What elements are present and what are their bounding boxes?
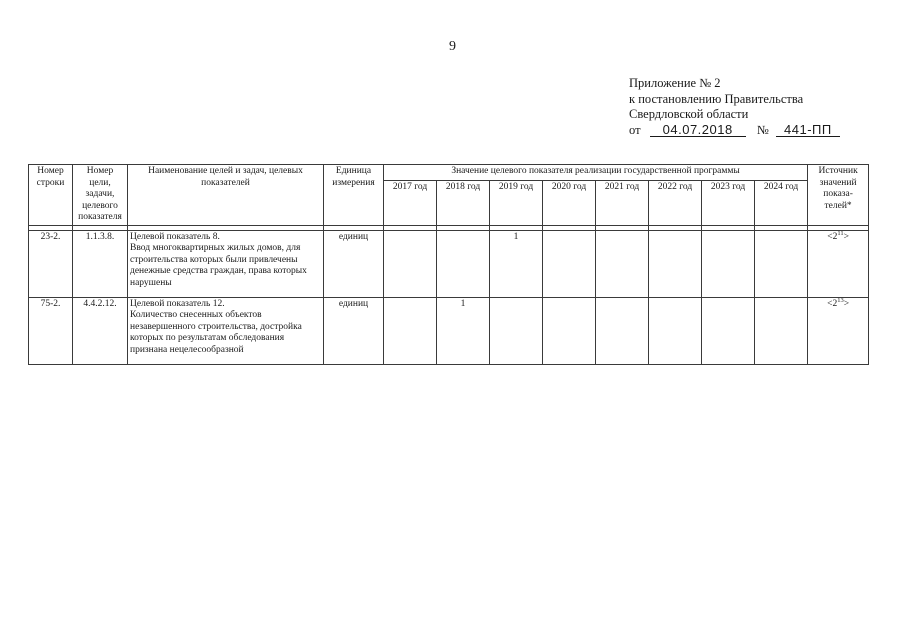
value-2024 (755, 297, 808, 364)
header-year: 2020 год (543, 180, 596, 225)
header-unit: Единица измерения (324, 165, 384, 226)
value-2018: 1 (437, 297, 490, 364)
goal-number: 1.1.3.8. (73, 230, 128, 297)
header-year: 2023 год (702, 180, 755, 225)
header-values-group: Значение целевого показателя реализации государственной программы (384, 165, 808, 181)
appendix-title: Приложение № 2 (629, 76, 721, 90)
indicator-text: Ввод многоквартирных жилых домов, для строительства которых были привлечены денежные средства граждан, права которых нарушены (130, 243, 307, 288)
table-row (29, 230, 869, 297)
header-row (29, 165, 869, 181)
value-2022 (649, 297, 702, 364)
value-2023 (702, 230, 755, 297)
decree-number: 441-ПП (776, 123, 840, 137)
decree-date: 04.07.2018 (650, 123, 746, 137)
value-2019 (490, 297, 543, 364)
value-2022 (649, 230, 702, 297)
value-2020 (543, 230, 596, 297)
header-year: 2019 год (490, 180, 543, 225)
indicator-text: Количество снесенных объектов незавершенного строительства, достройка которых по результатам обследования признана нецелесообразной (130, 310, 302, 355)
indicator-title: Целевой показатель 12. (130, 298, 225, 309)
indicator-title: Целевой показатель 8. (130, 231, 220, 242)
value-2019: 1 (490, 230, 543, 297)
indicator-name (128, 297, 324, 364)
header-year: 2018 год (437, 180, 490, 225)
header-year: 2021 год (596, 180, 649, 225)
header-source: Источник значений показа-телей* (808, 165, 869, 226)
unit: единиц (324, 230, 384, 297)
row-number: 23-2. (29, 230, 73, 297)
header-year: 2017 год (384, 180, 437, 225)
number-sign: № (756, 122, 769, 137)
header-row-number: Номер строки (29, 165, 73, 226)
goal-number: 4.4.2.12. (73, 297, 128, 364)
header-name: Наименование целей и задач, целевых показателей (128, 165, 324, 226)
value-2020 (543, 297, 596, 364)
source-ref: $<2^{13}>$ (808, 297, 869, 364)
source-ref: $<2^{11}>$ (808, 230, 869, 297)
indicators-table (28, 164, 869, 365)
value-2021 (596, 230, 649, 297)
appendix-date-line (629, 123, 840, 139)
value-2017 (384, 230, 437, 297)
value-2024 (755, 230, 808, 297)
appendix-reference: к постановлению Правительства (629, 91, 804, 106)
value-2023 (702, 297, 755, 364)
table-row (29, 297, 869, 364)
row-number: 75-2. (29, 297, 73, 364)
page-number: 9 (449, 39, 456, 54)
appendix-region: Свердловской области (629, 107, 749, 121)
header-year: 2022 год (649, 180, 702, 225)
indicator-name (128, 230, 324, 297)
value-2021 (596, 297, 649, 364)
header-year: 2024 год (755, 180, 808, 225)
unit: единиц (324, 297, 384, 364)
from-label: от (629, 122, 641, 137)
value-2017 (384, 297, 437, 364)
appendix-block (629, 76, 840, 138)
value-2018 (437, 230, 490, 297)
header-goal-number: Номер цели, задачи, целевого показателя (73, 165, 128, 226)
